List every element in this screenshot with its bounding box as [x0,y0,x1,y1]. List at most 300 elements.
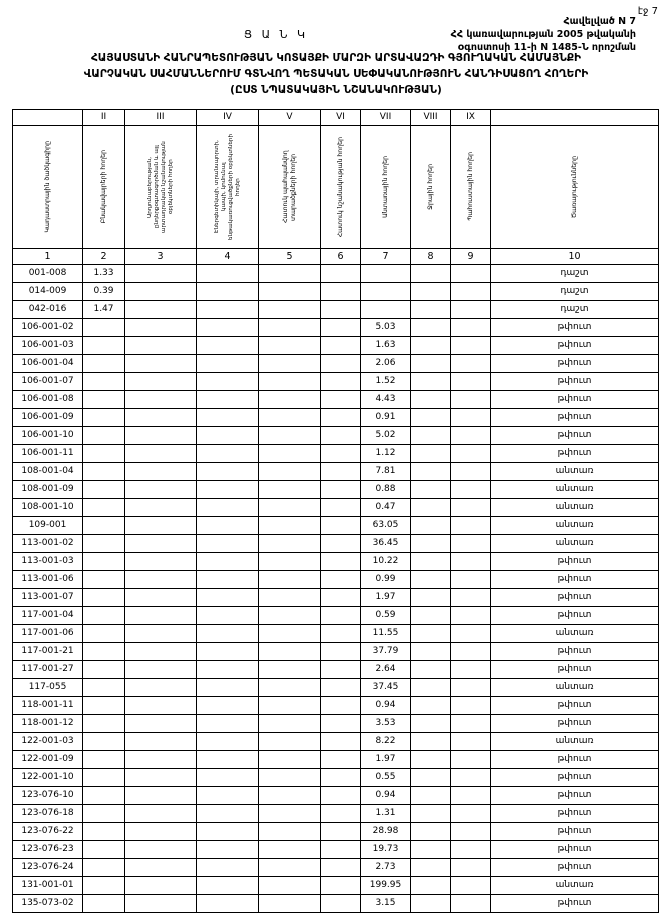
cell-energy-area [197,480,259,498]
header-cell-protected [259,125,321,248]
cell-protected-area [259,696,321,714]
table-row [13,840,659,858]
cell-special-area [321,876,361,894]
cell-industrial-area [125,678,197,696]
roman-cell-8: VIII [411,109,451,125]
cell-special-area [321,444,361,462]
roman-cell-3: III [125,109,197,125]
cell-water-area [411,624,451,642]
cell-water-area [411,822,451,840]
table-row [13,624,659,642]
cell-reserve-area [451,264,491,282]
cell-water-area [411,498,451,516]
cell-special-area [321,768,361,786]
cell-industrial-area [125,552,197,570]
colnum-7: 7 [361,248,411,264]
cell-special-area [321,552,361,570]
cell-forest-area: 1.12 [361,444,411,462]
cell-forest-area: 11.55 [361,624,411,642]
colnum-10: 10 [491,248,659,264]
cell-reserve-area [451,318,491,336]
cell-special-area [321,804,361,822]
cell-forest-area: 0.55 [361,768,411,786]
document-kind: Ց Ա Ն Կ [243,28,309,42]
cell-cadastral-code: 106-001-07 [13,372,83,390]
cell-industrial-area [125,390,197,408]
cell-cadastral-code: 106-001-02 [13,318,83,336]
cell-water-area [411,768,451,786]
cell-protected-area [259,282,321,300]
annex-line-1: Հավելված N 7 [563,16,636,27]
cell-protected-area [259,318,321,336]
table-row [13,480,659,498]
cell-reserve-area [451,390,491,408]
cell-service-type: անտառ [491,876,659,894]
cell-service-type: դաշտ [491,300,659,318]
cell-reserve-area [451,696,491,714]
cell-reserve-area [451,444,491,462]
cell-protected-area [259,678,321,696]
cell-forest-area: 199.95 [361,876,411,894]
cell-industrial-area [125,264,197,282]
cell-service-type: թփուտ [491,336,659,354]
cell-cadastral-code: 106-001-08 [13,390,83,408]
cell-forest-area: 0.99 [361,570,411,588]
cell-protected-area [259,570,321,588]
cell-water-area [411,660,451,678]
cell-forest-area: 0.59 [361,606,411,624]
cell-special-area [321,534,361,552]
cell-settlement-area [83,570,125,588]
cell-water-area [411,858,451,876]
cell-reserve-area [451,372,491,390]
header-cell-settlement [83,125,125,248]
cell-service-type: թփուտ [491,840,659,858]
cell-industrial-area [125,660,197,678]
cell-energy-area [197,606,259,624]
table-row [13,732,659,750]
cell-settlement-area [83,642,125,660]
cell-industrial-area [125,408,197,426]
cell-forest-area: 37.79 [361,642,411,660]
cell-reserve-area [451,840,491,858]
cell-service-type: թփուտ [491,426,659,444]
cell-energy-area [197,534,259,552]
cell-protected-area [259,426,321,444]
cell-settlement-area [83,462,125,480]
cell-forest-area: 2.73 [361,858,411,876]
cell-forest-area: 4.43 [361,390,411,408]
cell-cadastral-code: 042-016 [13,300,83,318]
cell-reserve-area [451,408,491,426]
cell-energy-area [197,426,259,444]
cell-water-area [411,426,451,444]
cell-cadastral-code: 106-001-03 [13,336,83,354]
table-row [13,606,659,624]
annex-line-3: oգոստոսի 11-ի N 1485-Ն որոշման [457,41,636,53]
cell-industrial-area [125,786,197,804]
cell-water-area [411,786,451,804]
cell-cadastral-code: 122-001-09 [13,750,83,768]
cell-forest-area: 1.97 [361,750,411,768]
cell-forest-area: 1.31 [361,804,411,822]
cell-forest-area: 3.15 [361,894,411,912]
cell-forest-area: 10.22 [361,552,411,570]
cell-service-type: թփուտ [491,408,659,426]
cell-service-type: թփուտ [491,606,659,624]
cell-protected-area [259,336,321,354]
cell-cadastral-code: 109-001 [13,516,83,534]
cell-cadastral-code: 117-001-04 [13,606,83,624]
cell-protected-area [259,462,321,480]
header-cell-industry [125,125,197,248]
header-label-special: Հատուկ նշանակության հողեր [336,136,344,237]
cell-water-area [411,264,451,282]
cell-special-area [321,750,361,768]
cell-water-area [411,534,451,552]
table-row [13,822,659,840]
cell-industrial-area [125,606,197,624]
cell-special-area [321,300,361,318]
cell-service-type: թփուտ [491,786,659,804]
cell-water-area [411,876,451,894]
colnum-4: 4 [197,248,259,264]
cell-industrial-area [125,732,197,750]
cell-reserve-area [451,534,491,552]
table-row [13,696,659,714]
cell-protected-area [259,714,321,732]
cell-cadastral-code: 117-055 [13,678,83,696]
cell-industrial-area [125,300,197,318]
cell-forest-area [361,300,411,318]
cell-settlement-area [83,840,125,858]
colnum-3: 3 [125,248,197,264]
cell-protected-area [259,876,321,894]
cell-industrial-area [125,480,197,498]
cell-forest-area: 37.45 [361,678,411,696]
cell-protected-area [259,894,321,912]
header-label-reserve: Պահուստային հողեր [466,152,474,221]
roman-cell-5: V [259,109,321,125]
cell-energy-area [197,786,259,804]
cell-forest-area: 19.73 [361,840,411,858]
cell-service-type: թփուտ [491,372,659,390]
cell-service-type: անտառ [491,498,659,516]
cell-energy-area [197,282,259,300]
cell-reserve-area [451,462,491,480]
cell-cadastral-code: 014-009 [13,282,83,300]
table-row [13,354,659,372]
cell-industrial-area [125,768,197,786]
cell-protected-area [259,822,321,840]
cell-special-area [321,372,361,390]
cell-industrial-area [125,462,197,480]
cell-cadastral-code: 106-001-10 [13,426,83,444]
colnum-1: 1 [13,248,83,264]
cell-cadastral-code: 117-001-27 [13,660,83,678]
cell-settlement-area [83,516,125,534]
cell-energy-area [197,516,259,534]
cell-water-area [411,336,451,354]
cell-special-area [321,318,361,336]
cell-industrial-area [125,858,197,876]
cell-water-area [411,642,451,660]
cell-settlement-area [83,606,125,624]
cell-forest-area: 5.02 [361,426,411,444]
title-line-2: ՎԱՐՉԱԿԱՆ ՍԱՀՄԱՆՆԵՐՈՒՄ ԳՏՆՎՈՂ ՊԵՏԱԿԱՆ ՍԵՓԱԿԱՆՈՒԹՅՈՒՆ ՀԱՆԴԻՍԱՑՈՂ ՀՈՂԵՐԻ [83,68,589,81]
cell-settlement-area [83,876,125,894]
cell-energy-area [197,732,259,750]
cell-service-type: թփուտ [491,768,659,786]
cell-protected-area [259,624,321,642]
cell-protected-area [259,606,321,624]
cell-industrial-area [125,840,197,858]
cell-reserve-area [451,516,491,534]
roman-cell-4: IV [197,109,259,125]
cell-industrial-area [125,318,197,336]
header-cell-services [491,125,659,248]
table-row [13,462,659,480]
cell-service-type: անտառ [491,534,659,552]
cell-protected-area [259,498,321,516]
cell-water-area [411,318,451,336]
cell-energy-area [197,822,259,840]
cell-cadastral-code: 123-076-24 [13,858,83,876]
cell-special-area [321,426,361,444]
cell-industrial-area [125,624,197,642]
cell-service-type: թփուտ [491,570,659,588]
cell-water-area [411,678,451,696]
cell-service-type: անտառ [491,732,659,750]
cell-water-area [411,714,451,732]
cell-energy-area [197,372,259,390]
header-cell-water [411,125,451,248]
cell-special-area [321,588,361,606]
cell-forest-area: 1.52 [361,372,411,390]
cell-water-area [411,444,451,462]
cell-settlement-area [83,444,125,462]
cell-industrial-area [125,804,197,822]
cell-industrial-area [125,714,197,732]
cell-settlement-area [83,552,125,570]
cell-protected-area [259,588,321,606]
cell-protected-area [259,300,321,318]
table-row [13,426,659,444]
cell-industrial-area [125,498,197,516]
cell-cadastral-code: 118-001-12 [13,714,83,732]
cell-reserve-area [451,804,491,822]
cell-settlement-area: 0.39 [83,282,125,300]
roman-cell-7: VII [361,109,411,125]
table-row [13,372,659,390]
table-roman-row [13,109,659,125]
header-label-forest: Անտառային հողեր [381,155,389,218]
cell-service-type: թփուտ [491,750,659,768]
cell-special-area [321,822,361,840]
cell-reserve-area [451,858,491,876]
header-cell-reserve [451,125,491,248]
cell-settlement-area [83,696,125,714]
cell-industrial-area [125,894,197,912]
cell-protected-area [259,480,321,498]
cell-energy-area [197,390,259,408]
cell-cadastral-code: 113-001-06 [13,570,83,588]
cell-protected-area [259,768,321,786]
header-label-water: Ջրային հողեր [426,163,434,210]
header-label-services: Ծառայությունները [570,155,578,218]
cell-industrial-area [125,372,197,390]
cell-special-area [321,606,361,624]
cell-reserve-area [451,426,491,444]
cell-reserve-area [451,588,491,606]
cell-settlement-area: 1.47 [83,300,125,318]
table-row [13,858,659,876]
cell-cadastral-code: 108-001-09 [13,480,83,498]
table-row [13,750,659,768]
cell-settlement-area [83,534,125,552]
header-label-code: Կադաստրային ծածկագիրը [43,140,51,233]
table-row [13,570,659,588]
cell-water-area [411,408,451,426]
cell-water-area [411,480,451,498]
cell-settlement-area [83,660,125,678]
cell-cadastral-code: 117-001-21 [13,642,83,660]
cell-forest-area: 5.03 [361,318,411,336]
cell-service-type: անտառ [491,480,659,498]
cell-energy-area [197,696,259,714]
cell-service-type: անտառ [491,462,659,480]
cell-water-area [411,696,451,714]
cell-forest-area: 2.06 [361,354,411,372]
cell-service-type: թփուտ [491,696,659,714]
table-row [13,408,659,426]
roman-cell-6: VI [321,109,361,125]
cell-service-type: թփուտ [491,390,659,408]
cell-energy-area [197,264,259,282]
cell-reserve-area [451,282,491,300]
cell-forest-area [361,264,411,282]
cell-special-area [321,516,361,534]
cell-cadastral-code: 122-001-10 [13,768,83,786]
cell-reserve-area [451,624,491,642]
cell-service-type: թփուտ [491,858,659,876]
cell-reserve-area [451,606,491,624]
page-title [12,51,660,98]
cell-cadastral-code: 106-001-11 [13,444,83,462]
cell-protected-area [259,840,321,858]
cell-special-area [321,624,361,642]
cell-cadastral-code: 131-001-01 [13,876,83,894]
cell-energy-area [197,624,259,642]
cell-cadastral-code: 118-001-11 [13,696,83,714]
cell-service-type: անտառ [491,678,659,696]
cell-water-area [411,354,451,372]
cell-energy-area [197,678,259,696]
cell-forest-area: 7.81 [361,462,411,480]
table-row [13,714,659,732]
cell-protected-area [259,732,321,750]
cell-energy-area [197,588,259,606]
cell-settlement-area [83,858,125,876]
cell-settlement-area [83,588,125,606]
cell-settlement-area [83,822,125,840]
cell-cadastral-code: 108-001-10 [13,498,83,516]
cell-industrial-area [125,696,197,714]
cell-energy-area [197,462,259,480]
cell-special-area [321,696,361,714]
cell-energy-area [197,714,259,732]
land-registry-table [12,109,659,913]
roman-cell-2: II [83,109,125,125]
cell-energy-area [197,804,259,822]
cell-industrial-area [125,876,197,894]
roman-cell-9: IX [451,109,491,125]
cell-cadastral-code: 108-001-04 [13,462,83,480]
table-row [13,516,659,534]
cell-industrial-area [125,336,197,354]
cell-service-type: թփուտ [491,714,659,732]
cell-settlement-area [83,390,125,408]
cell-water-area [411,282,451,300]
cell-reserve-area [451,480,491,498]
cell-protected-area [259,354,321,372]
cell-special-area [321,732,361,750]
cell-settlement-area [83,372,125,390]
cell-settlement-area [83,786,125,804]
cell-water-area [411,588,451,606]
cell-reserve-area [451,300,491,318]
cell-industrial-area [125,516,197,534]
cell-protected-area [259,408,321,426]
cell-protected-area [259,372,321,390]
cell-forest-area: 0.91 [361,408,411,426]
cell-protected-area [259,858,321,876]
cell-energy-area [197,444,259,462]
cell-forest-area: 1.97 [361,588,411,606]
title-line-3: (ԸՍՏ ՆՊԱՏԱԿԱՅԻՆ ՆՇԱՆԱԿՈՒԹՅԱՆ) [230,83,442,96]
cell-service-type: թփուտ [491,822,659,840]
cell-industrial-area [125,570,197,588]
cell-forest-area: 1.63 [361,336,411,354]
cell-reserve-area [451,822,491,840]
cell-reserve-area [451,894,491,912]
cell-reserve-area [451,498,491,516]
cell-service-type: թփուտ [491,318,659,336]
cell-reserve-area [451,786,491,804]
table-row [13,642,659,660]
cell-reserve-area [451,750,491,768]
cell-energy-area [197,300,259,318]
table-row [13,498,659,516]
cell-water-area [411,552,451,570]
roman-cell-10 [491,109,659,125]
cell-protected-area [259,516,321,534]
annex-line-2: ՀՀ կառավարության 2005 թվականի [450,28,636,40]
cell-water-area [411,894,451,912]
cell-service-type: թփուտ [491,354,659,372]
cell-industrial-area [125,534,197,552]
cell-protected-area [259,390,321,408]
table-row [13,660,659,678]
cell-service-type: թփուտ [491,552,659,570]
cell-reserve-area [451,336,491,354]
cell-cadastral-code: 123-076-22 [13,822,83,840]
header-label-protected: Հատուկ պահպանվող տարածքների հողեր [281,150,297,224]
cell-special-area [321,498,361,516]
cell-service-type: անտառ [491,516,659,534]
table-row [13,894,659,912]
cell-cadastral-code: 123-076-18 [13,804,83,822]
